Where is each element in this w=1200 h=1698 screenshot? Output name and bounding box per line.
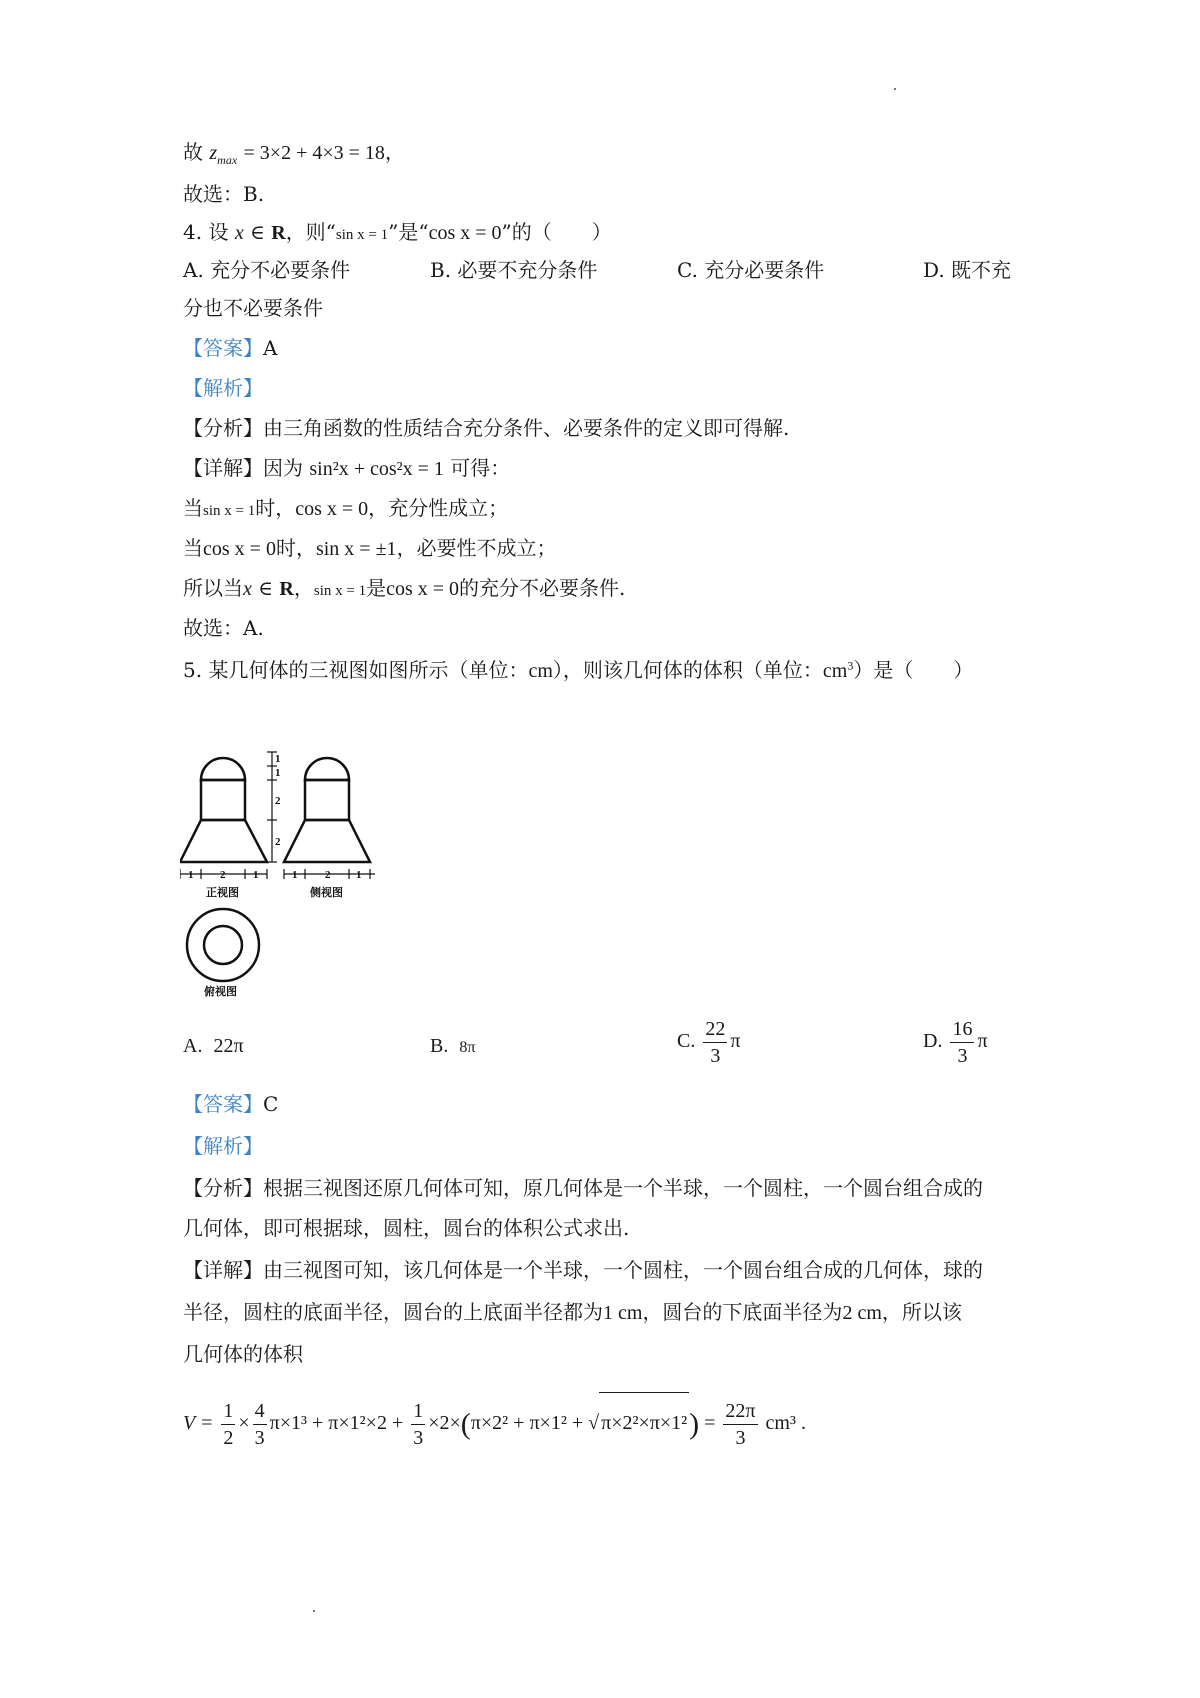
dim-v-2: 1 [275, 767, 281, 779]
q4-tail: ”的（ ） [501, 220, 612, 244]
formula-unit: cm³ . [765, 1412, 806, 1434]
q4-conclusion [183, 574, 625, 605]
opt-d-label: D. [923, 1030, 943, 1053]
q5-option-d [923, 1016, 988, 1069]
xiangjie-tag: 【详解】 [183, 456, 263, 480]
case2-c: ，必要性不成立； [396, 536, 557, 560]
q4-option-a: A. 充分不必要条件 [183, 258, 351, 282]
formula-t3: ×2× [428, 1412, 461, 1434]
frac-half [221, 1398, 235, 1451]
answer-value: C [263, 1092, 279, 1116]
zmax-expression: = 3×2 + 4×3 = 18 [243, 142, 385, 164]
q5-stem-b: ），则该几何体的体积（单位： [552, 658, 823, 682]
q4-option-d-continued: 分也不必要条件 [183, 296, 323, 320]
dim-side-1: 1 [292, 869, 298, 881]
four-den: 3 [254, 1426, 265, 1449]
q5-xiangjie-2 [183, 1298, 962, 1327]
opt-b-label: B. [430, 1035, 449, 1057]
answer-value: A [263, 336, 278, 360]
case2-b: 时， [275, 536, 316, 560]
dim-front-3: 1 [253, 869, 259, 881]
formula-sqrt: π×2²×π×1² [599, 1392, 689, 1453]
case1-m2: cos x = 0 [295, 498, 369, 520]
result-den: 3 [735, 1426, 746, 1449]
xj2-a: 半径，圆柱的底面半径，圆台的上底面半径都为 [183, 1300, 603, 1324]
q4-case2 [183, 534, 557, 563]
formula-t2: π×1³ + π×1²×2 + [269, 1412, 404, 1434]
dim-v-1: 1 [275, 753, 281, 765]
q5-fenxi-2: 几何体，即可根据球，圆柱，圆台的体积公式求出. [183, 1216, 630, 1240]
third-num: 1 [411, 1398, 425, 1425]
four-num: 4 [253, 1398, 267, 1425]
opt-d-pi: π [977, 1030, 988, 1053]
q4-option-c: C. 充分必要条件 [677, 258, 825, 282]
q5-xiangjie-1 [183, 1256, 983, 1284]
q5-xiangjie-3: 几何体的体积 [183, 1342, 303, 1366]
scan-dot [894, 88, 896, 90]
q4-mid1: ，则“ [285, 220, 336, 244]
three-view-svg [180, 750, 400, 1000]
in-symbol: ∈ [250, 222, 265, 244]
concl-d: 的充分不必要条件. [459, 576, 626, 600]
opt-d-fraction [950, 1016, 974, 1069]
case2-m1: cos x = 0 [203, 538, 276, 560]
formula-v: V = [183, 1412, 214, 1434]
zmax-line [183, 138, 405, 167]
side-view-label: 侧视图 [310, 886, 343, 899]
unit-cm: cm [528, 660, 553, 682]
q4-stem [183, 218, 612, 249]
xiangjie-text-1: 由三视图可知，该几何体是一个半球，一个圆柱，一个圆台组合成的几何体，球的 [263, 1258, 983, 1282]
case2-m2: sin x = ±1 [315, 538, 397, 560]
xiangjie-text-b: 可得： [450, 456, 511, 480]
opt-c-label: C. [677, 1030, 696, 1053]
formula-inner: π×2² + π×1² + [470, 1412, 584, 1434]
opt-b-value: 8π [459, 1039, 476, 1056]
q4-cond2: cos x = 0 [428, 222, 502, 244]
right-paren: ) [689, 1407, 700, 1441]
half-num: 1 [221, 1398, 235, 1425]
three-view-figure [180, 750, 400, 1000]
q4-mid2: ”是“ [388, 220, 429, 244]
concl-c: 是 [366, 576, 387, 600]
q5-option-b [430, 1032, 475, 1062]
xiangjie-text-a: 因为 [263, 456, 303, 480]
zmax-symbol: $z_{max}$ [209, 142, 238, 167]
q4-jiexi-tag: 【解析】 [183, 376, 263, 400]
dim-v-4: 2 [275, 836, 281, 848]
q5-stem-c: ）是（ ） [853, 658, 974, 682]
in-symbol: ∈ [258, 578, 274, 600]
q5-option-a [183, 1032, 244, 1060]
q5-jiexi-tag: 【解析】 [183, 1134, 263, 1158]
third-den: 3 [413, 1426, 424, 1449]
volume-formula [183, 1392, 806, 1454]
scan-dot [313, 1610, 315, 1612]
answer-tag: 【答案】 [183, 1092, 263, 1116]
q4-xiangjie [183, 454, 510, 483]
q4-answer [183, 334, 277, 362]
q4-cond1: sin x = 1 [335, 227, 389, 243]
q4-option-d: D. 既不充 [923, 258, 1012, 282]
xj2-m1: 1 cm [603, 1302, 643, 1324]
frac-four-thirds [253, 1398, 267, 1451]
q4-final-answer: 故选：A. [183, 616, 264, 640]
left-paren: ( [460, 1407, 471, 1441]
front-view-label: 正视图 [206, 886, 239, 899]
xj2-b: ，圆台的下底面半径为 [642, 1300, 843, 1324]
concl-m2: cos x = 0 [386, 578, 460, 600]
fenxi-tag: 【分析】 [183, 1176, 263, 1200]
xj2-c: ，所以该 [881, 1300, 962, 1324]
trig-identity: sin²x + cos²x = 1 [309, 458, 444, 480]
frac-third [411, 1398, 425, 1451]
half-den: 2 [223, 1426, 234, 1449]
var-x: x [243, 578, 252, 600]
opt-c-fraction [703, 1016, 727, 1069]
concl-b: ， [293, 576, 314, 600]
case1-a: 当 [183, 496, 203, 520]
unit-cm3: cm [822, 660, 848, 682]
real-set: R [279, 578, 294, 600]
opt-c-pi: π [730, 1030, 741, 1053]
zmax-suffix: ， [384, 140, 405, 164]
dim-front-2: 2 [220, 869, 226, 881]
top-view-label: 俯视图 [204, 985, 237, 998]
q5-stem [183, 656, 973, 685]
dim-v-3: 2 [275, 795, 281, 807]
concl-m1: sin x = 1 [313, 583, 367, 599]
answer-line-b: 故选：B. [183, 182, 265, 206]
dim-side-2: 2 [325, 869, 331, 881]
xiangjie-tag: 【详解】 [183, 1258, 263, 1282]
cube-exponent: 3 [847, 658, 854, 673]
formula-t1: × [238, 1412, 250, 1434]
zmax-prefix: 故 [183, 140, 203, 164]
real-set: R [271, 222, 286, 244]
formula-eq: = [704, 1412, 716, 1434]
result-num: 22π [723, 1398, 757, 1425]
fenxi-text: 由三角函数的性质结合充分条件、必要条件的定义即可得解. [263, 416, 790, 440]
fenxi-text-1: 根据三视图还原几何体可知，原几何体是一个半球，一个圆柱，一个圆台组合成的 [263, 1176, 983, 1200]
dim-front-1: 1 [188, 869, 194, 881]
opt-a-value: 22π [213, 1035, 244, 1057]
case1-m1: sin x = 1 [203, 503, 256, 519]
q4-prefix: 4. 设 [183, 220, 229, 244]
case1-b: 时， [255, 496, 296, 520]
opt-d-den: 3 [957, 1045, 968, 1067]
q4-case1 [183, 494, 508, 525]
opt-c-den: 3 [710, 1045, 721, 1067]
q5-stem-a: 5. 某几何体的三视图如图所示（单位： [183, 658, 529, 682]
fenxi-tag: 【分析】 [183, 416, 263, 440]
q5-answer [183, 1090, 278, 1118]
answer-tag: 【答案】 [183, 336, 263, 360]
q5-option-c [677, 1016, 740, 1069]
q5-fenxi-1 [183, 1174, 983, 1202]
frac-result [723, 1398, 757, 1451]
concl-a: 所以当 [183, 576, 243, 600]
dim-side-3: 1 [356, 869, 362, 881]
sqrt-sign: √ [588, 1412, 600, 1434]
case1-c: ，充分性成立； [368, 496, 509, 520]
xj2-m2: 2 cm [842, 1302, 882, 1324]
q4-option-b: B. 必要不充分条件 [430, 258, 598, 282]
var-x: x [234, 222, 244, 244]
opt-d-num: 16 [950, 1016, 974, 1043]
q4-fenxi [183, 414, 789, 442]
opt-c-num: 22 [703, 1016, 727, 1043]
case2-a: 当 [183, 536, 203, 560]
opt-a-label: A. [183, 1035, 203, 1057]
